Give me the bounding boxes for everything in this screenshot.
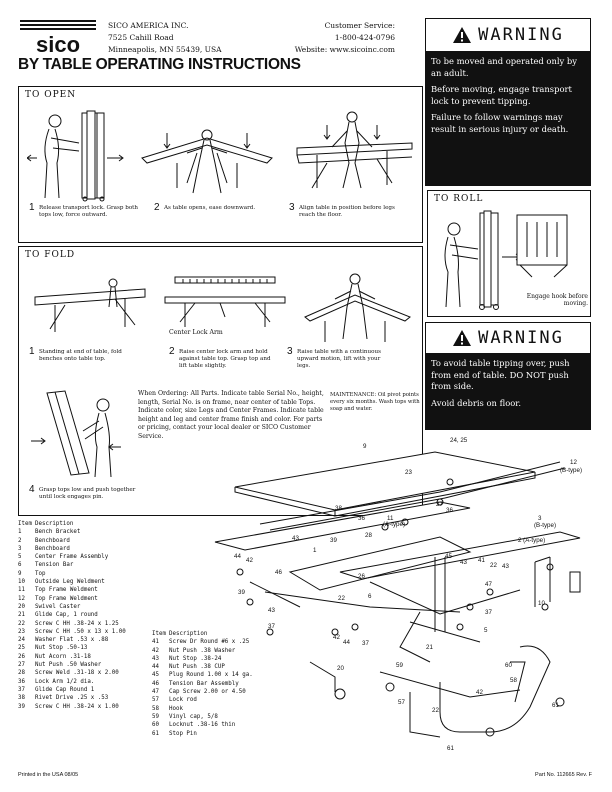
part-item-number: 22 <box>18 620 25 627</box>
part-item-number: 28 <box>18 670 25 677</box>
warning-line: Avoid debris on floor. <box>431 397 522 408</box>
part-description: Nut Push .38 CUP <box>168 664 225 671</box>
step-text: As table opens, ease downward. <box>164 205 256 211</box>
to-roll-label: TO ROLL <box>434 194 484 204</box>
callout-22b: 22 <box>338 595 345 602</box>
callout-39b: 39 <box>238 589 245 596</box>
warning-body <box>425 52 591 186</box>
callout-11: 11 <box>387 515 394 522</box>
step-number: 3 <box>289 202 295 213</box>
to-roll-section <box>427 190 591 317</box>
part-item-number: 44 <box>152 664 159 671</box>
part-description: Screw Dr Round #6 x .25 <box>168 639 250 646</box>
step-text: Standing at end of table, fold benches onto table top. <box>39 349 122 362</box>
callout-36b: 36 <box>446 507 453 514</box>
parts-row <box>18 586 129 594</box>
part-item-number: 45 <box>152 672 159 679</box>
callout-23: 23 <box>405 469 412 476</box>
callout-37c: 37 <box>362 640 369 647</box>
callout-43: 43 <box>292 535 299 542</box>
parts-row <box>18 545 129 553</box>
parts-header-row <box>152 630 256 638</box>
callout-41: 41 <box>478 557 485 564</box>
callout-12: 12 <box>570 459 577 466</box>
parts-row <box>152 655 256 663</box>
parts-row <box>18 561 129 569</box>
part-item-number: 37 <box>18 686 25 693</box>
parts-row <box>152 688 256 696</box>
part-description: Glide Cap Round 1 <box>34 686 95 693</box>
parts-row <box>18 553 129 561</box>
callout-42b: 42 <box>333 634 340 641</box>
part-item-number: 26 <box>18 653 25 660</box>
parts-table <box>18 520 129 711</box>
callout-42: 42 <box>246 557 253 564</box>
to-fold-step-2 <box>169 346 279 370</box>
callout-27: 27 <box>436 501 443 508</box>
parts-row <box>152 647 256 655</box>
part-item-number: 5 <box>18 554 22 561</box>
callout-26: 26 <box>358 573 365 580</box>
callout-60: 60 <box>505 662 512 669</box>
part-item-number: 2 <box>18 537 22 544</box>
warning-triangle-icon <box>452 329 472 347</box>
callout-37: 37 <box>268 623 275 630</box>
part-description: Outside Leg Weldment <box>34 579 105 586</box>
callout-43b: 43 <box>460 559 467 566</box>
to-fold-step-4 <box>29 484 139 501</box>
part-description: Locknut .38-16 thin <box>168 722 236 729</box>
callout-20: 20 <box>337 665 344 672</box>
part-description: Top Frame Weldment <box>34 595 98 602</box>
part-description: Lock rod <box>168 697 197 704</box>
footer-part-number: Part No. 112665 Rev. F <box>535 772 592 778</box>
part-description: Vinyl cap, 5/8 <box>168 713 218 720</box>
part-description: Cap Screw 2.00 or 4.50 <box>168 689 246 696</box>
part-description: Tension Bar Assembly <box>168 680 239 687</box>
callout-43c: 43 <box>502 563 509 570</box>
part-item-number: 9 <box>18 570 22 577</box>
part-item-number: 46 <box>152 680 159 687</box>
part-item-number: 10 <box>18 579 25 586</box>
callout-57: 57 <box>398 699 405 706</box>
parts-row <box>18 636 129 644</box>
parts-row <box>18 628 129 636</box>
callout-47: 47 <box>485 581 492 588</box>
parts-row <box>18 661 129 669</box>
part-item-number: 42 <box>152 647 159 654</box>
part-description: Nut Push .50 Washer <box>34 662 102 669</box>
callout-9: 9 <box>363 443 367 450</box>
warning-line: Failure to follow warnings may result in serious injury or death. <box>431 112 569 134</box>
part-description: Bench Bracket <box>34 529 81 536</box>
callout-10: 10 <box>538 600 545 607</box>
step-number: 1 <box>29 346 35 357</box>
part-item-number: 12 <box>18 595 25 602</box>
callout-2-atype: 2 (A-type) <box>518 537 546 544</box>
warning-header <box>425 322 591 354</box>
part-item-number: 58 <box>152 705 159 712</box>
part-description: Lock Arm 1/2 dia. <box>34 678 95 685</box>
callout-5: 5 <box>484 627 488 634</box>
parts-row <box>18 686 129 694</box>
warning-line: Before moving, engage transport lock to prevent tipping. <box>431 84 572 106</box>
part-item-number: 6 <box>18 562 22 569</box>
callout-42c: 42 <box>476 689 483 696</box>
part-item-number: 59 <box>152 713 159 720</box>
to-fold-label: TO FOLD <box>25 250 76 260</box>
parts-row <box>152 713 256 721</box>
part-description: Top <box>34 570 46 577</box>
warning-triangle-icon <box>452 26 472 44</box>
callout-28: 28 <box>365 532 372 539</box>
service-website: Website: www.sicoinc.com <box>294 45 395 54</box>
part-item-number: 41 <box>152 639 159 646</box>
part-item-number: 25 <box>18 645 25 652</box>
callout-3-btype: (B-type) <box>534 522 557 529</box>
callout-22c: 22 <box>432 707 439 714</box>
step-number: 2 <box>169 346 175 357</box>
parts-row <box>152 638 256 646</box>
parts-row <box>18 611 129 619</box>
part-item-number: 36 <box>18 678 25 685</box>
callout-46: 46 <box>275 569 282 576</box>
part-item-number: 11 <box>18 587 25 594</box>
part-item-number: 1 <box>18 529 22 536</box>
step-text: Raise table with a continuous upward motion, lift with your legs. <box>297 349 381 369</box>
parts-row <box>18 703 129 711</box>
page-title: BY TABLE OPERATING INSTRUCTIONS <box>18 56 301 73</box>
warning-line: To be moved and operated only by an adult. <box>431 56 578 78</box>
company-name: SICO AMERICA INC. <box>108 21 189 30</box>
warning-heading: WARNING <box>478 25 564 45</box>
warning-line: To avoid table tipping over, push from end of table. DO NOT push from side. <box>431 358 570 392</box>
parts-list-right <box>152 630 256 738</box>
to-open-step-3 <box>289 202 399 219</box>
callout-36: 36 <box>358 515 365 522</box>
parts-list-left <box>18 520 129 711</box>
part-item-number: 24 <box>18 637 25 644</box>
center-lock-arm-label: Center Lock Arm <box>169 329 223 336</box>
callout-6: 6 <box>368 593 372 600</box>
customer-service <box>285 20 395 56</box>
parts-row <box>152 671 256 679</box>
parts-row <box>18 595 129 603</box>
callout-43d: 43 <box>268 607 275 614</box>
parts-row <box>152 730 256 738</box>
parts-row <box>18 678 129 686</box>
callout-61b: 61 <box>552 702 559 709</box>
parts-row <box>18 644 129 652</box>
part-description: Washer Flat .53 x .88 <box>34 637 109 644</box>
part-description: Nut Stop .50-13 <box>34 645 88 652</box>
service-label: Customer Service: <box>324 21 395 30</box>
logo-wordmark: sico <box>35 32 81 55</box>
step-text: Release transport lock. Grasp both tops low, force outward. <box>39 205 139 218</box>
part-item-number: 27 <box>18 662 25 669</box>
parts-row <box>18 669 129 677</box>
step-number: 2 <box>154 202 160 213</box>
parts-row <box>18 694 129 702</box>
to-open-step-1 <box>29 202 149 219</box>
part-description: Rivet Drive .25 x .53 <box>34 695 109 702</box>
step-text: Raise center lock arm and hold against table top. Grasp top and lift table slightly. <box>179 349 271 369</box>
part-item-number: 47 <box>152 689 159 696</box>
callout-44: 44 <box>234 553 241 560</box>
parts-row <box>18 603 129 611</box>
part-item-number: 61 <box>152 730 159 737</box>
to-fold-step-3 <box>287 346 392 370</box>
to-open-step-2 <box>154 202 274 213</box>
part-description: Swivel Caster <box>34 603 81 610</box>
parts-row <box>152 696 256 704</box>
part-description: Benchboard <box>34 545 70 552</box>
sico-logo <box>18 17 98 55</box>
callout-1: 1 <box>313 547 317 554</box>
parts-table <box>152 630 256 738</box>
part-description: Screw C HH .50 x 13 x 1.00 <box>34 628 126 635</box>
company-street: 7525 Cahill Road <box>108 33 174 42</box>
part-item-number: 21 <box>18 612 25 619</box>
callout-3: 3 <box>538 515 542 522</box>
step-number: 4 <box>29 484 35 495</box>
part-description: Screw Weld .31-18 x 2.00 <box>34 670 119 677</box>
part-item-number: 57 <box>152 697 159 704</box>
to-open-section <box>18 86 423 243</box>
parts-row <box>152 680 256 688</box>
maintenance-note: MAINTENANCE: Oil pivot points every six months. Wash tops with soap and water. <box>330 392 420 412</box>
part-item-number: 20 <box>18 603 25 610</box>
callout-37b: 37 <box>485 609 492 616</box>
parts-row <box>18 537 129 545</box>
to-roll-caption: Engage hook before moving. <box>526 293 588 307</box>
part-description: Glide Cap, 1 round <box>34 612 98 619</box>
callout-12-btype: (B-type) <box>560 467 583 474</box>
part-description: Plug Round 1.00 x 14 ga. <box>168 672 253 679</box>
part-description: Nut Stop .38-24 <box>168 655 222 662</box>
step-number: 1 <box>29 202 35 213</box>
step-text: Align table in position before legs reach the floor. <box>299 205 395 218</box>
part-item-number: 38 <box>18 695 25 702</box>
callout-58: 58 <box>510 677 517 684</box>
parts-header-desc: Description <box>34 521 74 527</box>
footer-print-info: Printed in the USA 08/05 <box>18 772 79 778</box>
parts-row <box>152 721 256 729</box>
part-item-number: 60 <box>152 722 159 729</box>
part-description: Screw C HH .38-24 x 1.25 <box>34 620 119 627</box>
step-text: Grasp tops low and push together until lock engages pin. <box>39 487 136 500</box>
ordering-note: When Ordering: All Parts. Indicate table Serial No., height, length, Serial No. is on frame, near center of table Tops. Indicate color, size Legs and Center Frames. Indicate table height and leg and center frame finish and color. For parts or pricing, contact your local dealer or SICO Customer Service. <box>138 390 324 440</box>
step-number: 3 <box>287 346 293 357</box>
callout-45: 45 <box>445 553 452 560</box>
part-item-number: 43 <box>152 655 159 662</box>
parts-header-item: Item <box>18 521 32 527</box>
company-address <box>108 20 222 56</box>
part-description: Top Frame Weldment <box>34 587 98 594</box>
warning-body <box>425 354 591 430</box>
callout-59: 59 <box>396 662 403 669</box>
callout-24-25: 24, 25 <box>450 437 468 444</box>
part-description: Screw C HH .38-24 x 1.00 <box>34 703 119 710</box>
callout-39: 39 <box>330 537 337 544</box>
parts-header-row <box>18 520 129 528</box>
part-description: Benchboard <box>34 537 70 544</box>
warning-panel-bottom <box>425 322 591 430</box>
part-item-number: 23 <box>18 628 25 635</box>
warning-header <box>425 18 591 52</box>
to-open-illustration <box>27 103 417 203</box>
parts-header-desc: Description <box>168 631 208 637</box>
parts-row <box>18 570 129 578</box>
callout-21: 21 <box>426 644 433 651</box>
part-description: Center Frame Assembly <box>34 554 109 561</box>
parts-row <box>152 705 256 713</box>
callout-38: 38 <box>335 505 342 512</box>
parts-row <box>152 663 256 671</box>
parts-row <box>18 528 129 536</box>
callout-11-atype: (A-type) <box>383 521 406 528</box>
callout-22: 22 <box>490 562 497 569</box>
service-phone: 1-800-424-0796 <box>334 33 395 42</box>
parts-header-item: Item <box>152 631 166 637</box>
part-description: Stop Pin <box>168 730 197 737</box>
part-description: Hook <box>168 705 183 712</box>
company-city: Minneapolis, MN 55439, USA <box>108 45 222 54</box>
parts-row <box>18 653 129 661</box>
part-description: Tension Bar <box>34 562 74 569</box>
to-fold-illustration-step4 <box>25 385 135 481</box>
callout-61: 61 <box>447 745 454 752</box>
warning-heading: WARNING <box>478 328 564 348</box>
parts-row <box>18 620 129 628</box>
part-item-number: 39 <box>18 703 25 710</box>
to-open-label: TO OPEN <box>25 90 77 100</box>
warning-panel-top <box>425 18 591 186</box>
callout-44b: 44 <box>343 639 350 646</box>
to-fold-step-1 <box>29 346 139 363</box>
part-item-number: 3 <box>18 545 22 552</box>
part-description: Nut Push .38 Washer <box>168 647 236 654</box>
parts-row <box>18 578 129 586</box>
part-description: Nut Acorn .31-18 <box>34 653 91 660</box>
